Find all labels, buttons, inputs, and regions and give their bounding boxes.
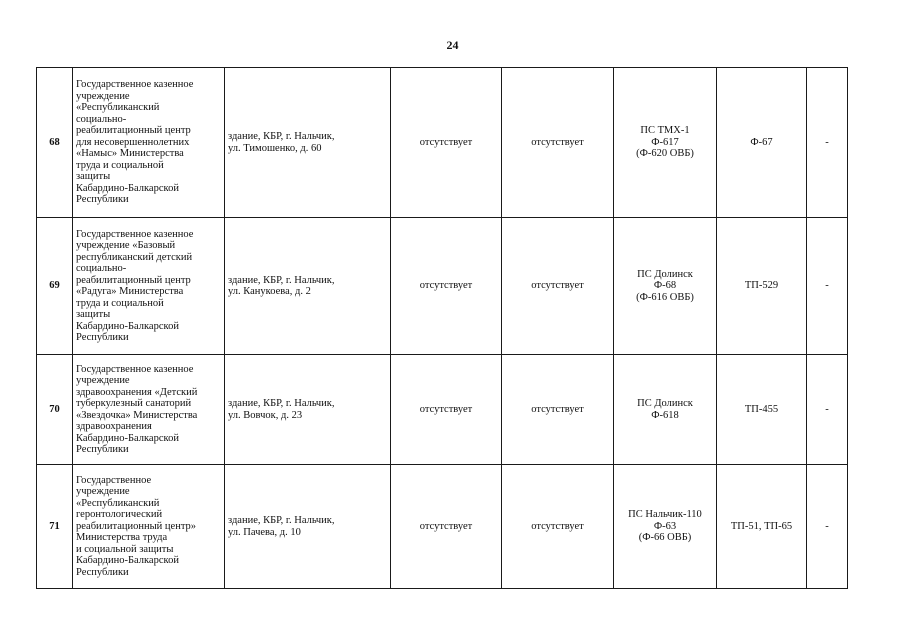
feeder: ТП-51, ТП-65 (717, 465, 807, 589)
facilities-table (36, 67, 848, 589)
substation: ПС Долинск Ф-68 (Ф-616 ОВБ) (614, 218, 717, 355)
last-cell: - (807, 465, 848, 589)
status-cell: отсутствует (391, 465, 502, 589)
row-number: 71 (37, 465, 73, 589)
feeder: Ф-67 (717, 68, 807, 218)
organization-name: Государственное учреждение «Республиканский геронтологический реабилитационный центр» Министерства труда и социальной защиты Кабардино-Балкарской Республики (73, 465, 225, 589)
last-cell: - (807, 218, 848, 355)
last-cell: - (807, 355, 848, 465)
address: здание, КБР, г. Нальчик, ул. Тимошенко, д. 60 (225, 68, 391, 218)
status-cell: отсутствует (502, 355, 614, 465)
last-cell: - (807, 68, 848, 218)
address: здание, КБР, г. Нальчик, ул. Пачева, д. 10 (225, 465, 391, 589)
substation: ПС Долинск Ф-618 (614, 355, 717, 465)
row-number: 69 (37, 218, 73, 355)
page-number: 24 (446, 38, 459, 52)
substation: ПС Нальчик-110 Ф-63 (Ф-66 ОВБ) (614, 465, 717, 589)
status-cell: отсутствует (502, 465, 614, 589)
status-cell: отсутствует (502, 218, 614, 355)
organization-name: Государственное казенное учреждение «Базовый республиканский детский социально- реабилитационный центр «Радуга» Министерства труда и социальной защиты Кабардино-Балкарской Республики (73, 218, 225, 355)
table-row (37, 68, 848, 218)
status-cell: отсутствует (502, 68, 614, 218)
status-cell: отсутствует (391, 68, 502, 218)
feeder: ТП-529 (717, 218, 807, 355)
feeder: ТП-455 (717, 355, 807, 465)
substation: ПС ТМХ-1 Ф-617 (Ф-620 ОВБ) (614, 68, 717, 218)
status-cell: отсутствует (391, 218, 502, 355)
table-row (37, 355, 848, 465)
organization-name: Государственное казенное учреждение здравоохранения «Детский туберкулезный санаторий «Звездочка» Министерства здравоохранения Кабардино-Балкарской Республики (73, 355, 225, 465)
table-row (37, 465, 848, 589)
row-number: 70 (37, 355, 73, 465)
row-number: 68 (37, 68, 73, 218)
address: здание, КБР, г. Нальчик, ул. Вовчок, д. 23 (225, 355, 391, 465)
organization-name: Государственное казенное учреждение «Республиканский социально- реабилитационный центр для несовершеннолетних «Намыс» Министерства труда и социальной защиты Кабардино-Балкарской Республики (73, 68, 225, 218)
address: здание, КБР, г. Нальчик, ул. Канукоева, д. 2 (225, 218, 391, 355)
status-cell: отсутствует (391, 355, 502, 465)
table-row (37, 218, 848, 355)
